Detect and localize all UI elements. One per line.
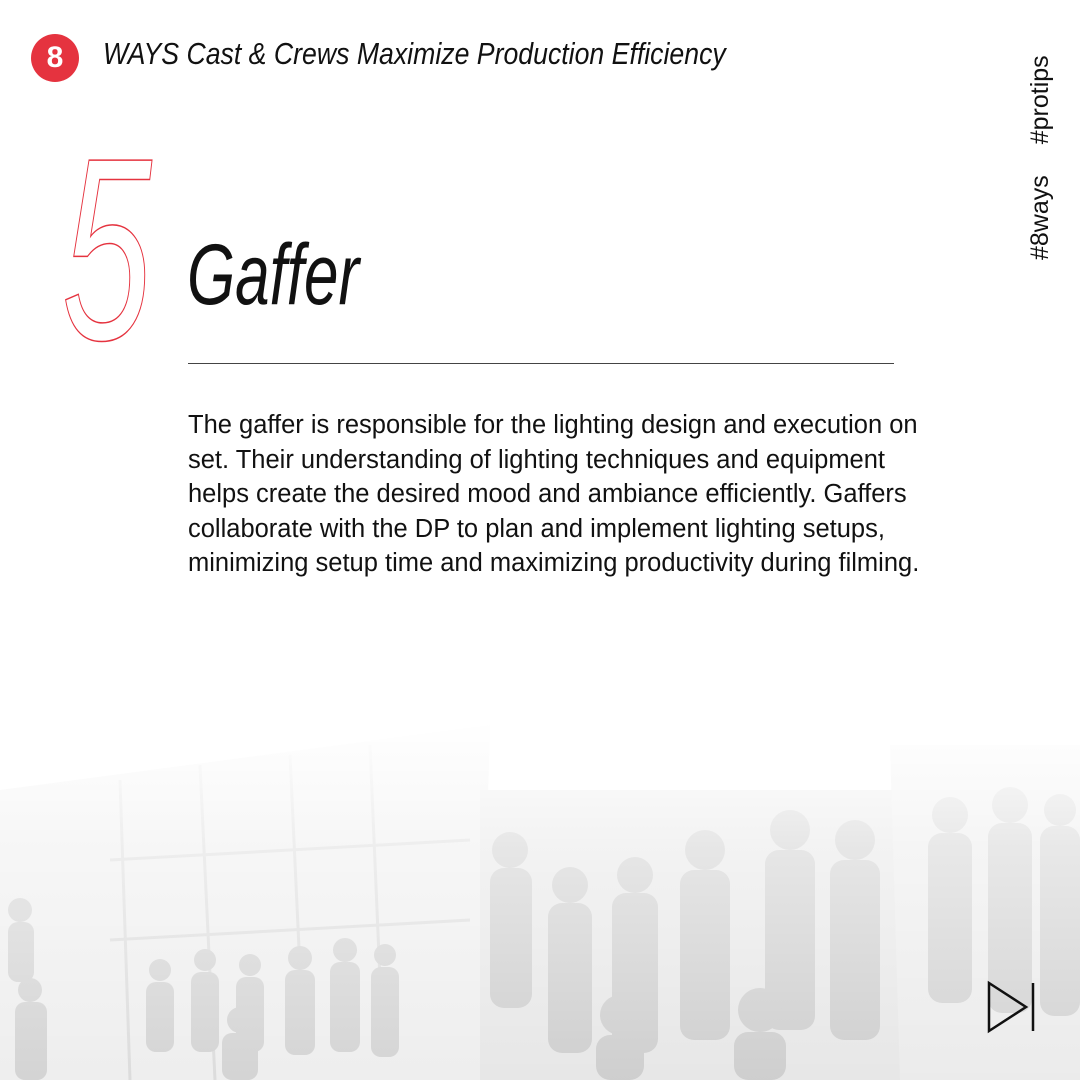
slide-body: The gaffer is responsible for the lighting design and execution on set. Their understanding of lighting techniques and equipment helps create the desired mood and ambiance efficiently. Gaffers collaborate with the DP to plan and implement lighting setups, minimizing setup time and maximizing productivity during filming. [188,411,920,577]
slide-number: 5 [62,105,152,395]
series-title: WAYS Cast & Crews Maximize Production Efficiency [103,36,726,71]
hashtag: #protips [1026,55,1054,145]
slide-heading: Gaffer [187,227,360,323]
skip-next-icon[interactable] [986,980,1038,1034]
collage-image [0,720,1080,1080]
hashtags [1026,30,1055,260]
hashtag: #8ways [1026,175,1054,260]
photo-collage [0,720,1080,1080]
logo-badge: 8 [31,34,79,82]
divider [188,363,894,364]
